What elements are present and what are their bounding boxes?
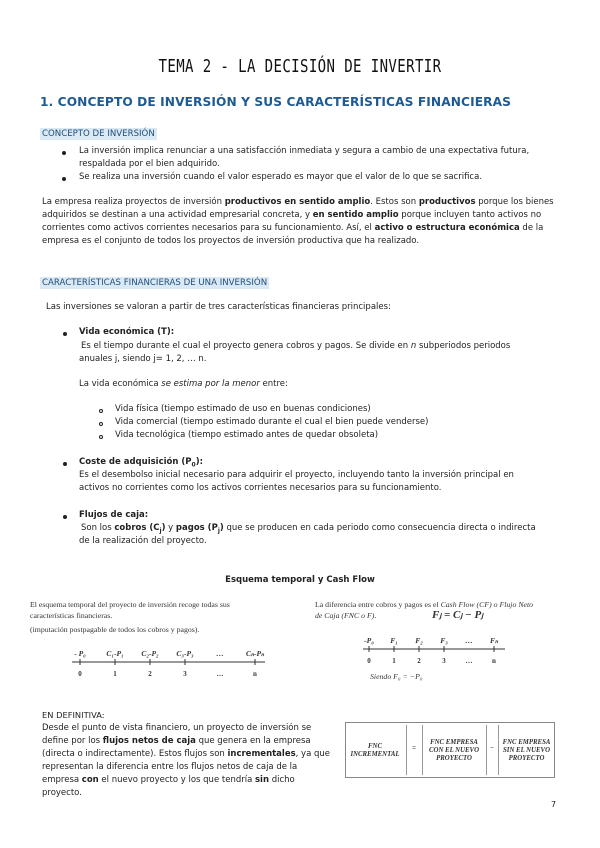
timeline-period-label: 1 bbox=[113, 670, 117, 678]
bullet-dot bbox=[63, 332, 67, 336]
timeline-flow-label: … bbox=[216, 649, 224, 658]
definitiva-l6: proyecto. bbox=[42, 788, 82, 798]
table-divider bbox=[406, 725, 407, 775]
vida-title: Vida económica (T): bbox=[79, 327, 175, 337]
fnc-sin-proyecto-cell: FNC EMPRESA SIN EL NUEVO PROYECTO bbox=[502, 739, 551, 762]
siendo-formula: Siendo F₀ = −P₀ bbox=[370, 672, 423, 681]
timeline-right bbox=[355, 632, 515, 672]
vida-l2: anuales j, siendo j= 1, 2, … n. bbox=[79, 354, 207, 364]
fnc-con-proyecto-cell: FNC EMPRESA CON EL NUEVO PROYECTO bbox=[429, 739, 479, 762]
timeline-period-label: … bbox=[216, 670, 224, 678]
para-empresa-l2: adquiridos se destinan a una actividad empresarial concreta, y en sentido amplio porque incluyen tanto activos no bbox=[42, 210, 542, 220]
vida-tecnologica: Vida tecnológica (tiempo estimado antes de quedar obsoleta) bbox=[115, 430, 379, 440]
esquema-text-l2: características financieras. bbox=[30, 611, 113, 620]
timeline-period-label: 3 bbox=[442, 657, 446, 665]
bullet-dot bbox=[63, 462, 67, 466]
para-empresa-l4: empresa es el conjunto de todos los proyectos de inversión productiva que ha realizado. bbox=[42, 236, 420, 246]
bullet-dot bbox=[62, 151, 66, 155]
flujos-l2: de la realización del proyecto. bbox=[79, 536, 207, 546]
bullet-inversion-l2: respaldada por el bien adquirido. bbox=[79, 159, 220, 169]
timeline-flow-label: -P₀ bbox=[364, 636, 374, 645]
cashflow-text-l1: La diferencia entre cobros y pagos es el Cash Flow (CF) o Flujo Neto bbox=[315, 600, 534, 609]
timeline-left bbox=[60, 645, 290, 685]
sub-bullet-ring bbox=[99, 435, 103, 439]
diagram-heading: Esquema temporal y Cash Flow bbox=[225, 575, 375, 585]
subsection-label-caracteristicas: CARACTERÍSTICAS FINANCIERAS DE UNA INVERSIÓN bbox=[42, 278, 268, 288]
para-empresa-l3: corrientes como activos corrientes necesarios para su funcionamiento. Así, el activo o estructura económica de la bbox=[42, 223, 544, 233]
bullet-dot bbox=[62, 177, 66, 181]
timeline-flow-label: F₂ bbox=[415, 636, 423, 645]
timeline-period-label: 0 bbox=[367, 657, 371, 665]
timeline-flow-label: F₁ bbox=[390, 636, 398, 645]
timeline-period-label: 0 bbox=[78, 670, 82, 678]
intro-caracteristicas: Las inversiones se valoran a partir de tres características financieras principales: bbox=[46, 302, 391, 312]
timeline-flow-label: Fₙ bbox=[490, 636, 498, 645]
definitiva-l3: (directa o indirectamente). Estos flujos son incrementales, ya que bbox=[42, 749, 331, 759]
timeline-period-label: 3 bbox=[183, 670, 187, 678]
coste-l2: activos no corrientes como los activos corrientes necesarios para su funcionamiento. bbox=[79, 483, 442, 493]
cashflow-text-l2: de Caja (FNC o F). bbox=[315, 611, 377, 620]
timeline-period-label: … bbox=[465, 657, 473, 665]
timeline-period-label: n bbox=[492, 657, 496, 665]
fnc-table bbox=[345, 722, 555, 778]
page-title: TEMA 2 - LA DECISIÓN DE INVERTIR bbox=[158, 56, 442, 77]
esquema-text-l3: (imputación postpagable de todos los cobros y pagos). bbox=[30, 625, 200, 634]
definitiva-l2: define por los flujos netos de caja que genera en la empresa bbox=[42, 736, 311, 746]
coste-l1: Es el desembolso inicial necesario para adquirir el proyecto, incluyendo tanto la inversión principal en bbox=[79, 470, 514, 480]
flujos-l1: Son los cobros $(C_j)$ y pagos $(P_j)$ que se producen en cada periodo como consecuencia directa o indirecta bbox=[81, 523, 536, 535]
section-heading: 1. CONCEPTO DE INVERSIÓN Y SUS CARACTERÍSTICAS FINANCIERAS bbox=[40, 95, 512, 109]
subsection-label-concepto: CONCEPTO DE INVERSIÓN bbox=[42, 129, 155, 139]
bullet-valor: Se realiza una inversión cuando el valor esperado es mayor que el valor de lo que se sacrifica. bbox=[79, 172, 483, 182]
timeline-period-label: 2 bbox=[417, 657, 421, 665]
vida-fisica: Vida física (tiempo estimado de uso en buenas condiciones) bbox=[115, 404, 371, 414]
timeline-flow-label: … bbox=[465, 636, 473, 645]
table-divider bbox=[422, 725, 423, 775]
vida-menor: La vida económica se estima por la menor entre: bbox=[79, 379, 288, 389]
definitiva-l4: representan la diferencia entre los flujos netos de caja de la bbox=[42, 762, 298, 772]
esquema-text-l1: El esquema temporal del proyecto de inversión recoge todas sus bbox=[30, 600, 230, 609]
cashflow-formula: Fⱼ = Cⱼ − Pⱼ bbox=[432, 609, 484, 621]
timeline-flow-label: C₁-P₁ bbox=[106, 649, 124, 658]
equals-sign: = bbox=[412, 745, 416, 752]
timeline-flow-label: C₃-P₃ bbox=[176, 649, 194, 658]
timeline-flow-label: - P₀ bbox=[74, 649, 86, 658]
sub-bullet-ring bbox=[99, 422, 103, 426]
bullet-inversion-l1: La inversión implica renunciar a una satisfacción inmediata y segura a cambio de una expectativa futura, bbox=[79, 146, 530, 156]
para-empresa-l1: La empresa realiza proyectos de inversión productivos en sentido amplio. Estos son productivos porque los bienes bbox=[42, 197, 554, 207]
definitiva-label: EN DEFINITIVA: bbox=[42, 710, 105, 720]
timeline-flow-label: C₂-P₂ bbox=[141, 649, 159, 658]
fnc-incremental-cell: FNC INCREMENTAL bbox=[350, 743, 400, 758]
definitiva-l1: Desde el punto de vista financiero, un proyecto de inversión se bbox=[42, 723, 312, 733]
timeline-period-label: n bbox=[253, 670, 257, 678]
coste-title: Coste de adquisición $(P_0)$: bbox=[79, 457, 203, 469]
sub-bullet-ring bbox=[99, 409, 103, 413]
page-number: 7 bbox=[551, 800, 557, 809]
vida-comercial: Vida comercial (tiempo estimado durante el cual el bien puede venderse) bbox=[115, 417, 429, 427]
timeline-flow-label: Cₙ-Pₙ bbox=[245, 649, 265, 658]
timeline-period-label: 2 bbox=[148, 670, 152, 678]
minus-sign: − bbox=[490, 745, 494, 752]
definitiva-l5: empresa con el nuevo proyecto y los que tendría sin dicho bbox=[42, 775, 295, 785]
bullet-dot bbox=[63, 515, 67, 519]
timeline-flow-label: F₃ bbox=[440, 636, 448, 645]
flujos-title: Flujos de caja: bbox=[79, 510, 149, 520]
timeline-period-label: 1 bbox=[392, 657, 396, 665]
vida-l1: Es el tiempo durante el cual el proyecto genera cobros y pagos. Se divide en n subperiodos periodos bbox=[81, 341, 511, 351]
